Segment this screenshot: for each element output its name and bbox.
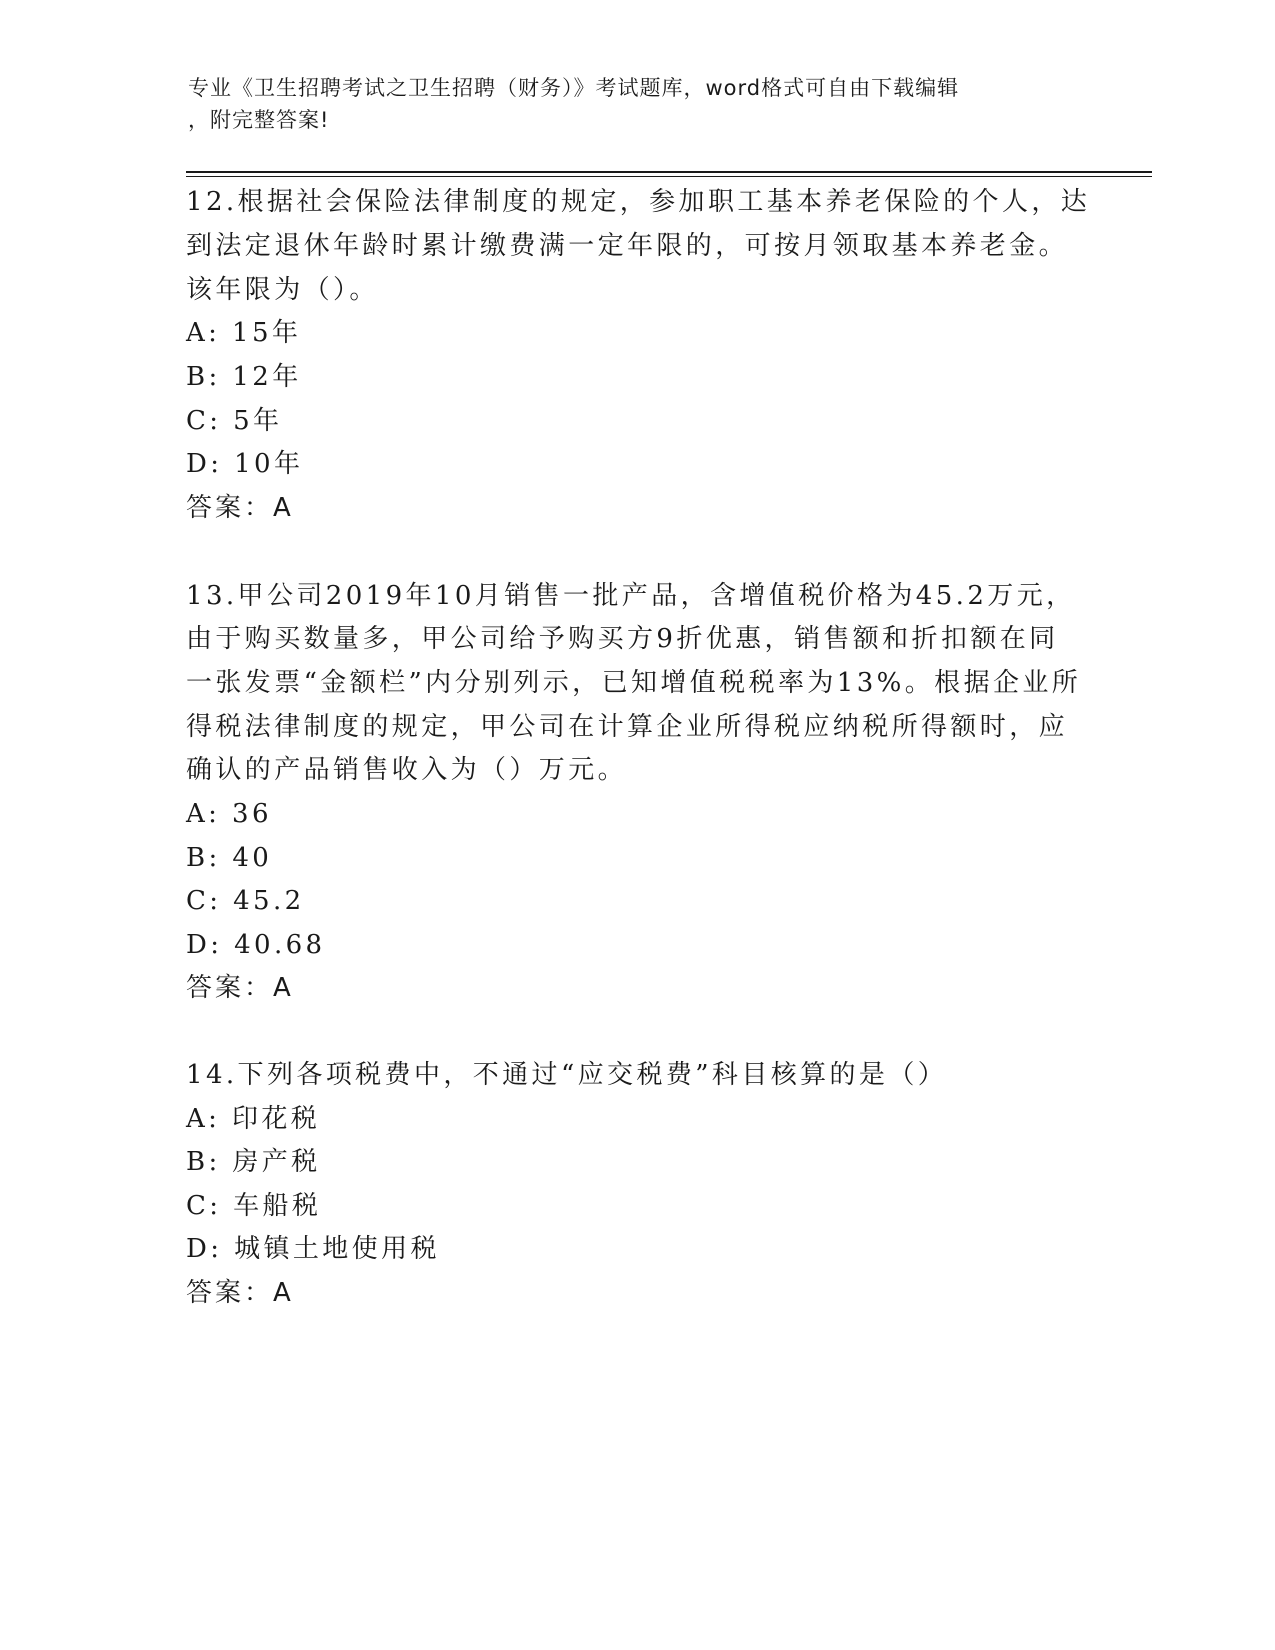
question-12-option-b: B: 12年 — [186, 362, 302, 392]
question-12-option-c: C: 5年 — [186, 406, 283, 436]
question-12-stem-line-2: 到法定退休年龄时累计缴费满一定年限的，可按月领取基本养老金。 — [186, 231, 1069, 261]
question-12-option-d: D: 10年 — [186, 449, 304, 479]
question-14-answer: 答案：A — [186, 1278, 294, 1308]
question-13-stem-line-5: 确认的产品销售收入为（）万元。 — [186, 755, 628, 785]
question-14-option-a: A: 印花税 — [186, 1104, 321, 1134]
question-13-option-b: B: 40 — [186, 843, 273, 873]
question-14-stem-line-1: 14.下列各项税费中，不通过“应交税费”科目核算的是（） — [186, 1060, 948, 1090]
question-13-stem-line-3: 一张发票“金额栏”内分别列示，已知增值税税率为13%。根据企业所 — [186, 668, 1082, 698]
header-rule-top — [186, 171, 1152, 173]
header-line-1: 专业《卫生招聘考试之卫生招聘（财务）》考试题库，word格式可自由下载编辑 — [188, 76, 960, 100]
question-12-stem-line-3: 该年限为（）。 — [186, 275, 379, 305]
question-14-option-c: C: 车船税 — [186, 1191, 322, 1221]
question-12-stem-line-1: 12.根据社会保险法律制度的规定，参加职工基本养老保险的个人，达 — [186, 187, 1091, 217]
header-rule-bottom — [186, 176, 1152, 177]
question-13-answer: 答案：A — [186, 973, 294, 1003]
header-line-2: ，附完整答案! — [188, 108, 330, 132]
question-14-option-b: B: 房产税 — [186, 1147, 321, 1177]
question-14-option-d: D: 城镇土地使用税 — [186, 1234, 440, 1264]
question-13-stem-line-1: 13.甲公司2019年10月销售一批产品，含增值税价格为45.2万元， — [186, 581, 1076, 611]
question-12-answer: 答案：A — [186, 493, 294, 523]
question-13-option-a: A: 36 — [186, 799, 272, 829]
question-13-stem-line-2: 由于购买数量多，甲公司给予购买方9折优惠，销售额和折扣额在同 — [186, 624, 1059, 654]
question-12-option-a: A: 15年 — [186, 318, 302, 348]
question-13-option-c: C: 45.2 — [186, 886, 305, 916]
question-13-option-d: D: 40.68 — [186, 930, 326, 960]
question-13-stem-line-4: 得税法律制度的规定，甲公司在计算企业所得税应纳税所得额时，应 — [186, 712, 1069, 742]
